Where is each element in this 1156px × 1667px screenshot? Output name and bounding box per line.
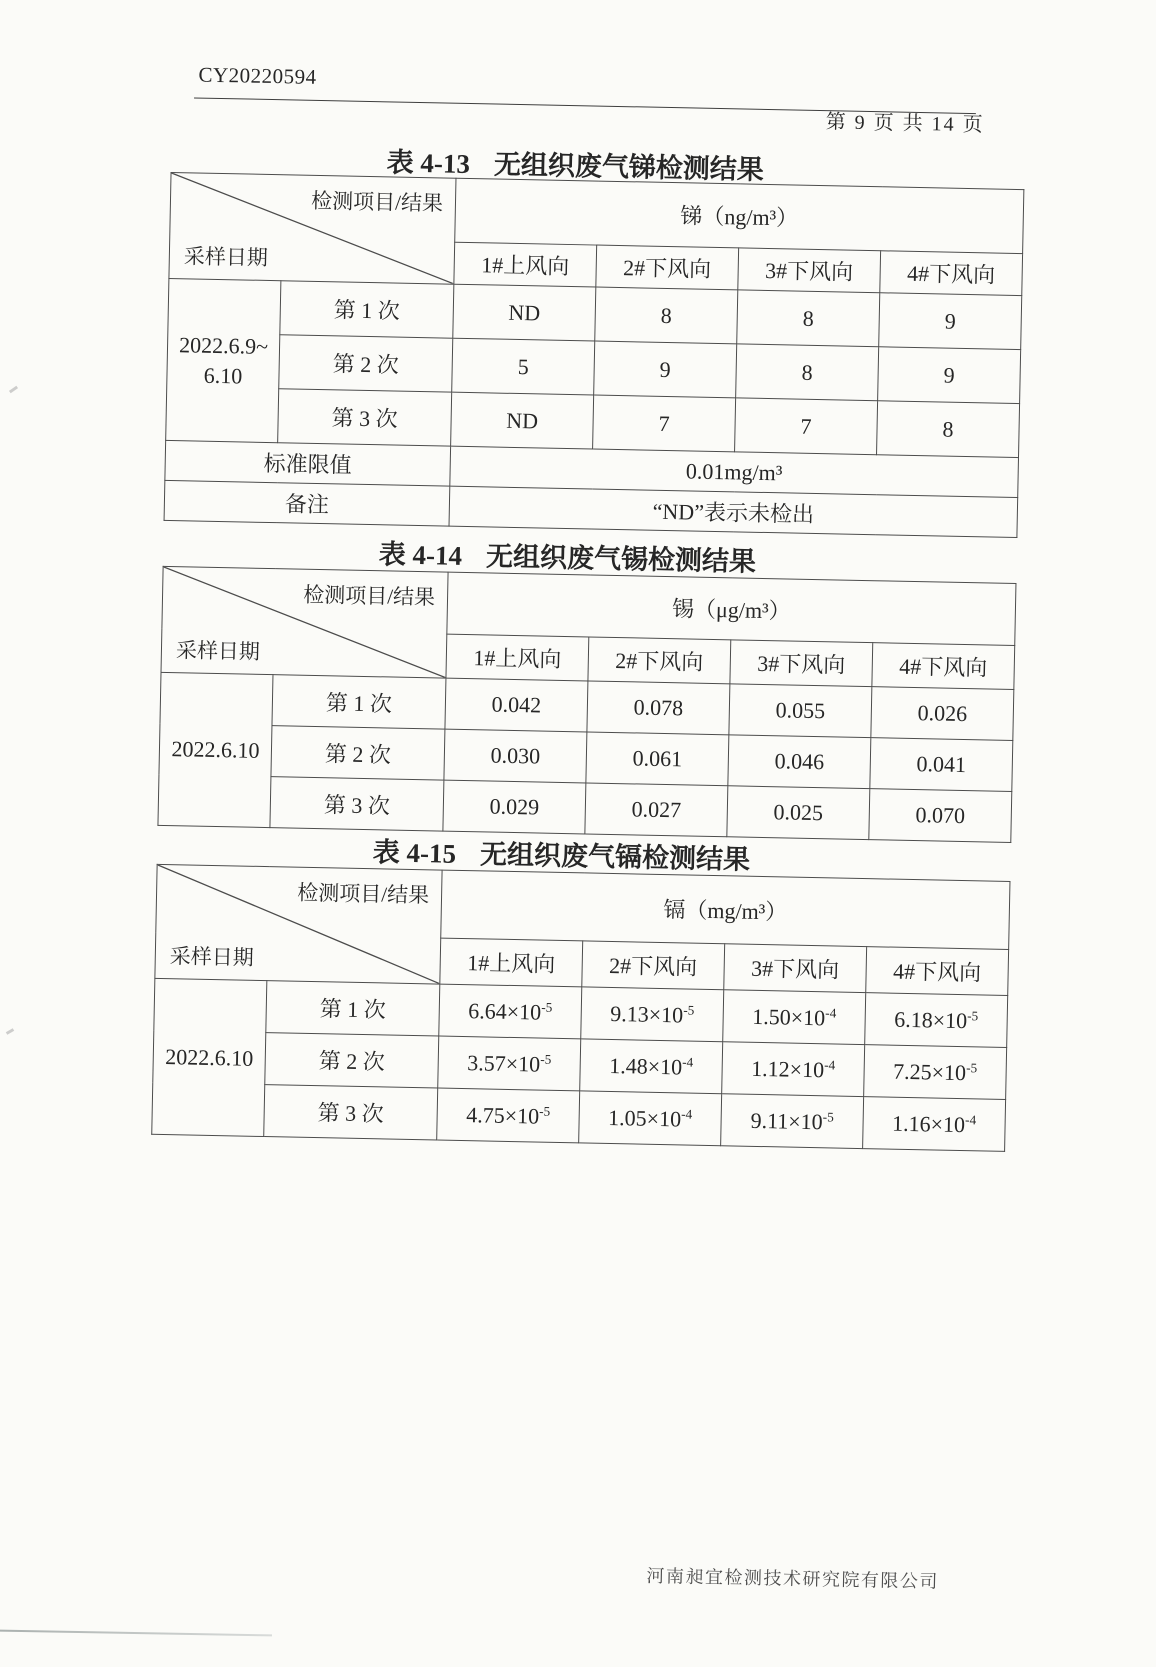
unit-header: 镉（mg/m³） (441, 870, 1010, 949)
value-cell: 7 (593, 395, 736, 452)
sample-date-cell: 2022.6.10 (152, 978, 267, 1136)
table-4-14-title-text: 无组织废气锡检测结果 (485, 541, 757, 577)
value-cell: $7.25\times 10^{-5}$ (864, 1045, 1007, 1100)
value-cell: 8 (877, 401, 1020, 458)
corner-bottom-label: 采样日期 (183, 244, 269, 270)
table-4-15-title-text: 无组织废气镉检测结果 (479, 839, 751, 875)
value-cell: 0.061 (586, 732, 729, 786)
column-header: 2#下风向 (582, 941, 725, 990)
run-label: 第 3 次 (270, 777, 444, 831)
table-4-14-title-no: 表 4-14 (378, 539, 463, 571)
value-cell: 0.055 (729, 684, 872, 738)
column-header: 4#下风向 (866, 947, 1009, 996)
corner-bottom-label: 采样日期 (175, 638, 261, 664)
column-header: 3#下风向 (730, 640, 873, 687)
value-cell: $1.12\times 10^{-4}$ (722, 1042, 865, 1097)
limit-label: 标准限值 (165, 440, 451, 486)
run-label: 第 2 次 (271, 726, 445, 780)
column-header: 2#下风向 (588, 637, 731, 684)
value-cell: 0.027 (585, 783, 728, 837)
run-label: 第 3 次 (264, 1085, 438, 1140)
table-4-14 (157, 566, 1016, 843)
limit-value: 0.01mg/m³ (450, 446, 1019, 497)
value-cell: 8 (595, 287, 738, 344)
run-label: 第 1 次 (280, 281, 454, 338)
value-cell: $9.11\times 10^{-5}$ (721, 1094, 864, 1149)
table-4-15-title-no: 表 4-15 (372, 837, 457, 869)
value-cell: $1.50\times 10^{-4}$ (723, 990, 866, 1045)
value-cell: 9 (878, 347, 1021, 404)
corner-top-label: 检测项目/结果 (303, 582, 436, 610)
corner-top-label: 检测项目/结果 (297, 880, 430, 908)
diagonal-header-cell (155, 864, 442, 984)
note-label: 备注 (164, 480, 450, 526)
value-cell: ND (453, 284, 596, 341)
unit-header: 锡（μg/m³） (447, 572, 1016, 645)
note-value: “ND”表示未检出 (449, 486, 1018, 537)
value-cell: 7 (735, 398, 878, 455)
value-cell: 8 (736, 344, 879, 401)
value-cell: 5 (452, 338, 595, 395)
diagonal-header-cell (169, 172, 456, 284)
value-cell: $9.13\times 10^{-5}$ (581, 987, 724, 1042)
run-label: 第 3 次 (278, 389, 452, 446)
run-label: 第 2 次 (279, 335, 453, 392)
corner-top-label: 检测项目/结果 (310, 188, 444, 216)
footer-company-name: 河南昶宜检测技术研究院有限公司 (646, 1565, 940, 1592)
value-cell: $6.18\times 10^{-5}$ (865, 993, 1008, 1048)
value-cell: $1.16\times 10^{-4}$ (863, 1097, 1006, 1152)
column-header: 2#下风向 (596, 245, 739, 290)
value-cell: $6.64\times 10^{-5}$ (439, 984, 582, 1039)
value-cell: 0.078 (587, 681, 730, 735)
table-4-13 (164, 172, 1025, 538)
value-cell: 0.029 (443, 780, 586, 834)
page-indicator: 第 9 页 共 14 页 (825, 111, 985, 137)
column-header: 3#下风向 (738, 248, 881, 293)
value-cell: 9 (594, 341, 737, 398)
column-header: 4#下风向 (880, 251, 1023, 296)
diagonal-header-cell (161, 566, 448, 678)
run-label: 第 2 次 (265, 1033, 439, 1088)
sample-date-cell: 2022.6.9~ 6.10 (166, 278, 281, 442)
corner-bottom-label: 采样日期 (169, 944, 255, 970)
report-number: CY20220594 (198, 62, 317, 89)
unit-header: 锑（ng/m³） (455, 178, 1024, 253)
column-header: 4#下风向 (872, 643, 1015, 690)
run-label: 第 1 次 (272, 675, 446, 729)
value-cell: 0.046 (728, 735, 871, 789)
value-cell: $1.48\times 10^{-4}$ (580, 1039, 723, 1094)
value-cell: 0.070 (869, 789, 1012, 843)
table-4-13-title-text: 无组织废气锑检测结果 (493, 149, 765, 185)
value-cell: 0.041 (870, 738, 1013, 792)
value-cell: 0.030 (444, 729, 587, 783)
value-cell: 0.025 (727, 786, 870, 840)
value-cell: $1.05\times 10^{-4}$ (579, 1091, 722, 1146)
run-label: 第 1 次 (266, 981, 440, 1036)
column-header: 3#下风向 (724, 944, 867, 993)
column-header: 1#上风向 (454, 242, 597, 287)
column-header: 1#上风向 (440, 938, 583, 987)
value-cell: 8 (737, 290, 880, 347)
sample-date-cell: 2022.6.10 (158, 672, 273, 827)
table-4-13-title-no: 表 4-13 (386, 147, 471, 179)
value-cell: ND (451, 392, 594, 449)
value-cell: $3.57\times 10^{-5}$ (438, 1036, 581, 1091)
table-4-15 (151, 864, 1010, 1152)
value-cell: 0.042 (445, 678, 588, 732)
value-cell: 9 (879, 293, 1022, 350)
column-header: 1#上风向 (446, 634, 589, 681)
value-cell: $4.75\times 10^{-5}$ (437, 1088, 580, 1143)
value-cell: 0.026 (871, 687, 1014, 741)
